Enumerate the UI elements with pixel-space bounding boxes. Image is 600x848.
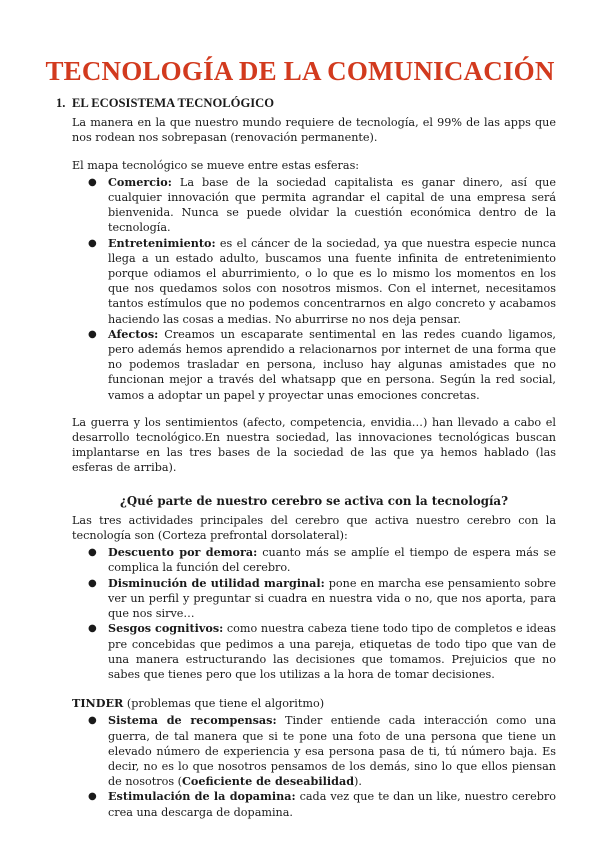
list-item-text: es el cáncer de la sociedad, ya que nuestra especie nunca llega a un estado adulto, buscamos una fuente infinita de entretenimiento porque odiamos el aburrimiento, o lo que es lo mismo los momentos en los que nos quedamos solos con nosotros mismos. Con el internet, necesitamos tantos estímulos que no podemos concentrarnos en algo concreto y acabamos haciendo las cosas a medias. No aburrirse no nos deja pensar.	[108, 236, 556, 326]
list-item-text: Tinder entiende cada interacción como una guerra, de tal manera que si te pone una foto de una persona que tiene un elevado número de experiencia y esa persona pasa de ti, tú número baja. Es decir, no es lo que nosotros pensamos de los demás, sino lo que ellos piensan de nosotros (	[108, 714, 557, 789]
spheres-list	[72, 175, 556, 403]
intro-paragraph: La manera en la que nuestro mundo requiere de tecnología, el 99% de las apps que nos rodean nos sobrepasan (renovación permanente).	[72, 116, 556, 145]
list-item	[72, 789, 556, 819]
list-item	[72, 236, 556, 327]
list-item	[72, 545, 556, 575]
list-item-term-inline: Coeficiente de deseabilidad	[182, 774, 355, 789]
brain-intro-paragraph: Las tres actividades principales del cerebro que activa nuestro cerebro con la tecnología son (Corteza prefrontal dorsolateral):	[72, 513, 556, 543]
list-item-term: Comercio:	[108, 174, 172, 189]
bullet-icon: ●	[88, 547, 97, 559]
bullet-icon: ●	[88, 715, 97, 727]
section-heading	[56, 96, 556, 111]
list-item-text-end: ).	[354, 775, 362, 789]
war-paragraph: La guerra y los sentimientos (afecto, competencia, envidia…) han llevado a cabo el desarrollo tecnológico.En nuestra sociedad, las innovaciones tecnológicas buscan implantarse en las tres bases de la sociedad de las que ya hemos hablado (las esferas de arriba).	[72, 415, 556, 475]
tinder-list	[72, 713, 556, 819]
brain-question-heading: ¿Qué parte de nuestro cerebro se activa con la tecnología?	[119, 493, 508, 508]
bullet-icon: ●	[88, 176, 97, 188]
list-item	[72, 327, 556, 403]
tinder-label: TINDER	[72, 696, 124, 711]
list-item-term: Entretenimiento:	[108, 235, 216, 250]
tinder-paragraph	[72, 696, 556, 711]
list-item-term: Descuento por demora:	[108, 545, 258, 560]
section-heading-text: EL ECOSISTEMA TECNOLÓGICO	[72, 96, 275, 110]
bullet-icon: ●	[88, 328, 97, 340]
map-intro-paragraph: El mapa tecnológico se mueve entre estas esferas:	[72, 158, 360, 172]
list-item-text: pone en marcha ese pensamiento sobre ver un perfil y preguntar si cuadra en nuestra vida o no, que nos aporta, para que nos sirve…	[108, 576, 556, 621]
list-item-term: Estimulación de la dopamina:	[108, 789, 296, 804]
list-item	[72, 621, 556, 682]
bullet-icon: ●	[88, 577, 97, 589]
list-item	[72, 175, 556, 236]
tinder-note: (problemas que tiene el algoritmo)	[123, 697, 325, 711]
list-item-text: La base de la sociedad capitalista es ganar dinero, así que cualquier innovación que permita agrandar el capital de una empresa será bienvenida. Nunca se puede olvidar la cuestión económica dentro de la tecnología.	[108, 175, 556, 235]
list-item-term: Afectos:	[108, 326, 159, 341]
list-item-text: como nuestra cabeza tiene todo tipo de completos e ideas pre concebidas que pedimos a una pareja, etiquetas de todo tipo que van de una manera estructurando las decisiones que tomamos. Prejuicios que no sabes que tienes pero que los utilizas a la hora de tomar decisiones.	[108, 622, 556, 681]
list-item	[72, 576, 556, 622]
list-item-term: Disminución de utilidad marginal:	[108, 575, 325, 590]
list-item	[72, 713, 556, 789]
bullet-icon: ●	[88, 791, 97, 803]
bullet-icon: ●	[88, 237, 97, 249]
document-body	[56, 96, 557, 820]
list-item-term: Sesgos cognitivos:	[108, 621, 224, 636]
page-title: TECNOLOGÍA DE LA COMUNICACIÓN	[45, 56, 555, 86]
list-item-text: Creamos un escaparate sentimental en las redes cuando ligamos, pero además hemos aprendido a relacionarnos por internet de una forma que no podemos trasladar en persona, incluso hay algunas amistades que no funcionan mejor a través del whatsapp que en persona. Según la red social, vamos a adoptar un papel y proyectar unas emociones concretas.	[108, 327, 556, 402]
list-item-term: Sistema de recompensas:	[108, 713, 277, 728]
section-number: 1.	[56, 96, 66, 110]
bullet-icon: ●	[88, 623, 97, 635]
list-item-text: cada vez que te dan un like, nuestro cerebro crea una descarga de dopamina.	[108, 790, 556, 819]
brain-list	[72, 545, 556, 682]
list-item-text: cuanto más se amplíe el tiempo de espera más se complica la función del cerebro.	[108, 546, 556, 575]
